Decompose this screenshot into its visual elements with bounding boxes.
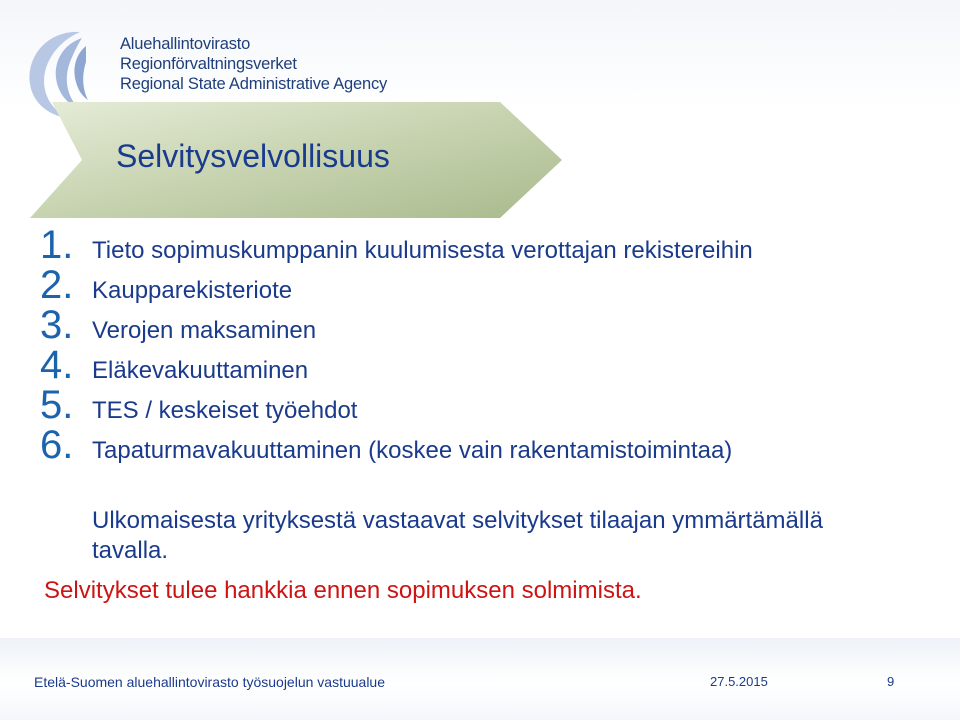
highlight-note: Selvitykset tulee hankkia ennen sopimuksen solmimista. [44,577,642,604]
footer-organization: Etelä-Suomen aluehallintovirasto työsuojelun vastuualue [34,674,385,690]
item-text: TES / keskeiset työehdot [92,397,358,424]
slide-title: Selvitysvelvollisuus [116,138,390,174]
footer-date: 27.5.2015 [710,674,768,689]
list-item [40,385,753,425]
item-number: 6. [40,423,74,467]
list-item [40,305,753,345]
item-text: Eläkevakuuttaminen [92,357,309,384]
page-number: 9 [887,674,895,689]
item-text: Tapaturmavakuuttaminen (koskee vain rakentamistoimintaa) [92,437,733,464]
foreign-company-note: Ulkomaisesta yrityksestä vastaavat selvitykset tilaajan ymmärtämällä tavalla. [92,507,823,564]
item-text: Verojen maksaminen [92,317,317,344]
item-number: 1. [40,223,74,267]
item-text: Tieto sopimuskumppanin kuulumisesta verottajan rekistereihin [92,237,753,264]
list-item [40,425,753,465]
agency-name-swedish: Regionförvaltningsverket [120,55,297,73]
item-number: 5. [40,383,74,427]
item-text: Kaupparekisteriote [92,277,293,304]
item-number: 2. [40,263,74,307]
item-number: 4. [40,343,74,387]
agency-name-english: Regional State Administrative Agency [120,75,388,93]
list-item [40,345,753,385]
agency-name-finnish: Aluehallintovirasto [120,35,251,53]
agency-name [120,34,387,94]
item-number: 3. [40,303,74,347]
list-item [40,265,753,305]
list-item [40,225,753,265]
requirements-list [40,225,753,465]
